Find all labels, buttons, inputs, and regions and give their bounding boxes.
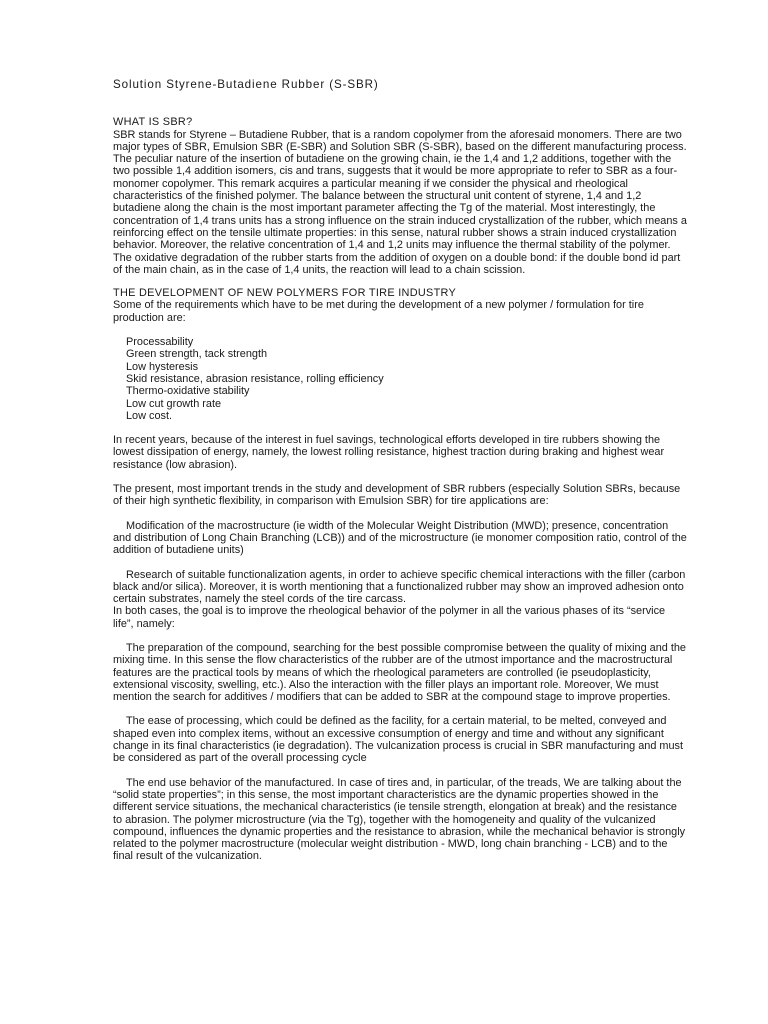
paragraph-trends: The present, most important trends in the study and development of SBR rubbers (especially Solution SBRs, because of their high synthetic flexibility, in comparison with Emulsion SBR) for tire applications are: <box>113 483 681 508</box>
paragraph-modification: Modification of the macrostructure (ie width of the Molecular Weight Distribution (MWD); presence, concentration and distribution of Long Chain Branching (LCB)) and of the microstructure (ie monomer composition ratio, control of the addition of butadiene units) <box>113 519 687 557</box>
requirements-list <box>126 336 688 422</box>
list-item: Thermo-oxidative stability <box>126 385 250 398</box>
paragraph-end-use: The end use behavior of the manufactured. In case of tires and, in particular, of the treads, We are talking about the “solid state properties”; in this sense, the most important characteristics are the dynamic properties showed in the different service situations, the mechanical characteristics (ie tensile strength, elongation at break) and the resistance to abrasion. The polymer microstructure (via the Tg), together with the homogeneity and quality of the vulcanized compound, influences the dynamic properties and the resistance to abrasion, while the mechanical behavior is strongly related to the polymer macrostructure (molecular weight distribution - MWD, long chain branching - LCB) and to the final result of the vulcanization. <box>113 776 686 863</box>
list-item: Processability <box>126 336 194 349</box>
paragraph-what-is-sbr: SBR stands for Styrene – Butadiene Rubber, that is a random copolymer from the aforesaid monomers. There are two major types of SBR, Emulsion SBR (E-SBR) and Solution SBR (S-SBR), based on the different manufacturing process. The peculiar nature of the insertion of butadiene on the growing chain, ie the 1,4 and 1,2 additions, together with the two possible 1,4 addition isomers, cis and trans, suggests that it would be more appropriate to refer to SBR as a four-monomer copolymer. This remark acquires a particular meaning if we consider the physical and rheological characteristics of the finished polymer. The balance between the structural unit content of styrene, 1,4 and 1,2 butadiene along the chain is the most important parameter affecting the Tg of the material. Most interestingly, the concentration of 1,4 trans units has a strong influence on the strain induced crystallization of the rubber, which means a reinforcing effect on the tensile ultimate properties: in this sense, natural rubber shows a strain induced crystallization behavior. Moreover, the relative concentration of 1,4 and 1,2 units may influence the thermal stability of the polymer. The oxidative degradation of the rubber starts from the addition of oxygen on a double bond: if the double bond id part of the main chain, as in the case of 1,4 units, the reaction will lead to a chain scission. <box>113 128 687 276</box>
list-item: Low hysteresis <box>126 360 199 373</box>
paragraph-recent-years: In recent years, because of the interest in fuel savings, technological efforts developed in tire rubbers showing the lowest dissipation of energy, namely, the lowest rolling resistance, highest traction during braking and highest wear resistance (low abrasion). <box>113 434 665 471</box>
paragraph-research: Research of suitable functionalization agents, in order to achieve specific chemical interactions with the filler (carbon black and/or silica). Moreover, it is worth mentioning that a functionalized rubber may show an improved adhesion onto certain substrates, namely the steel cords of the tire carcass. <box>113 568 686 606</box>
document-title: Solution Styrene-Butadiene Rubber (S-SBR) <box>113 78 379 91</box>
section-heading-what-is-sbr: WHAT IS SBR? <box>113 116 193 129</box>
list-item: Low cost. <box>126 409 173 422</box>
list-item: Skid resistance, abrasion resistance, rolling efficiency <box>126 372 384 385</box>
section-heading-development: THE DEVELOPMENT OF NEW POLYMERS FOR TIRE INDUSTRY <box>113 287 457 300</box>
list-item: Green strength, tack strength <box>126 348 268 361</box>
paragraph-preparation: The preparation of the compound, searching for the best possible compromise between the quality of mixing and the mixing time. In this sense the flow characteristics of the rubber are of the utmost importance and the macrostructural features are the practical tools by means of which the rheological parameters are controlled (ie pseudoplasticity, extensional viscosity, swelling, etc.). Also the interaction with the filler plays an important role. Moreover, We must mention the search for additives / modifiers that can be added to SBR at the compound stage to improve properties. <box>113 641 686 704</box>
paragraph-goal: In both cases, the goal is to improve the rheological behavior of the polymer in all the various phases of its “service life”, namely: <box>113 605 666 630</box>
paragraph-requirements-intro: Some of the requirements which have to be met during the development of a new polymer / formulation for tire production are: <box>113 299 644 324</box>
list-item: Low cut growth rate <box>126 397 222 410</box>
paragraph-ease-of-processing: The ease of processing, which could be defined as the facility, for a certain material, to be melted, conveyed and shaped even into complex items, without an excessive consumption of energy and time and without any significant change in its final characteristics (ie degradation). The vulcanization process is crucial in SBR manufacturing and must be considered as part of the overall processing cycle <box>113 715 684 765</box>
